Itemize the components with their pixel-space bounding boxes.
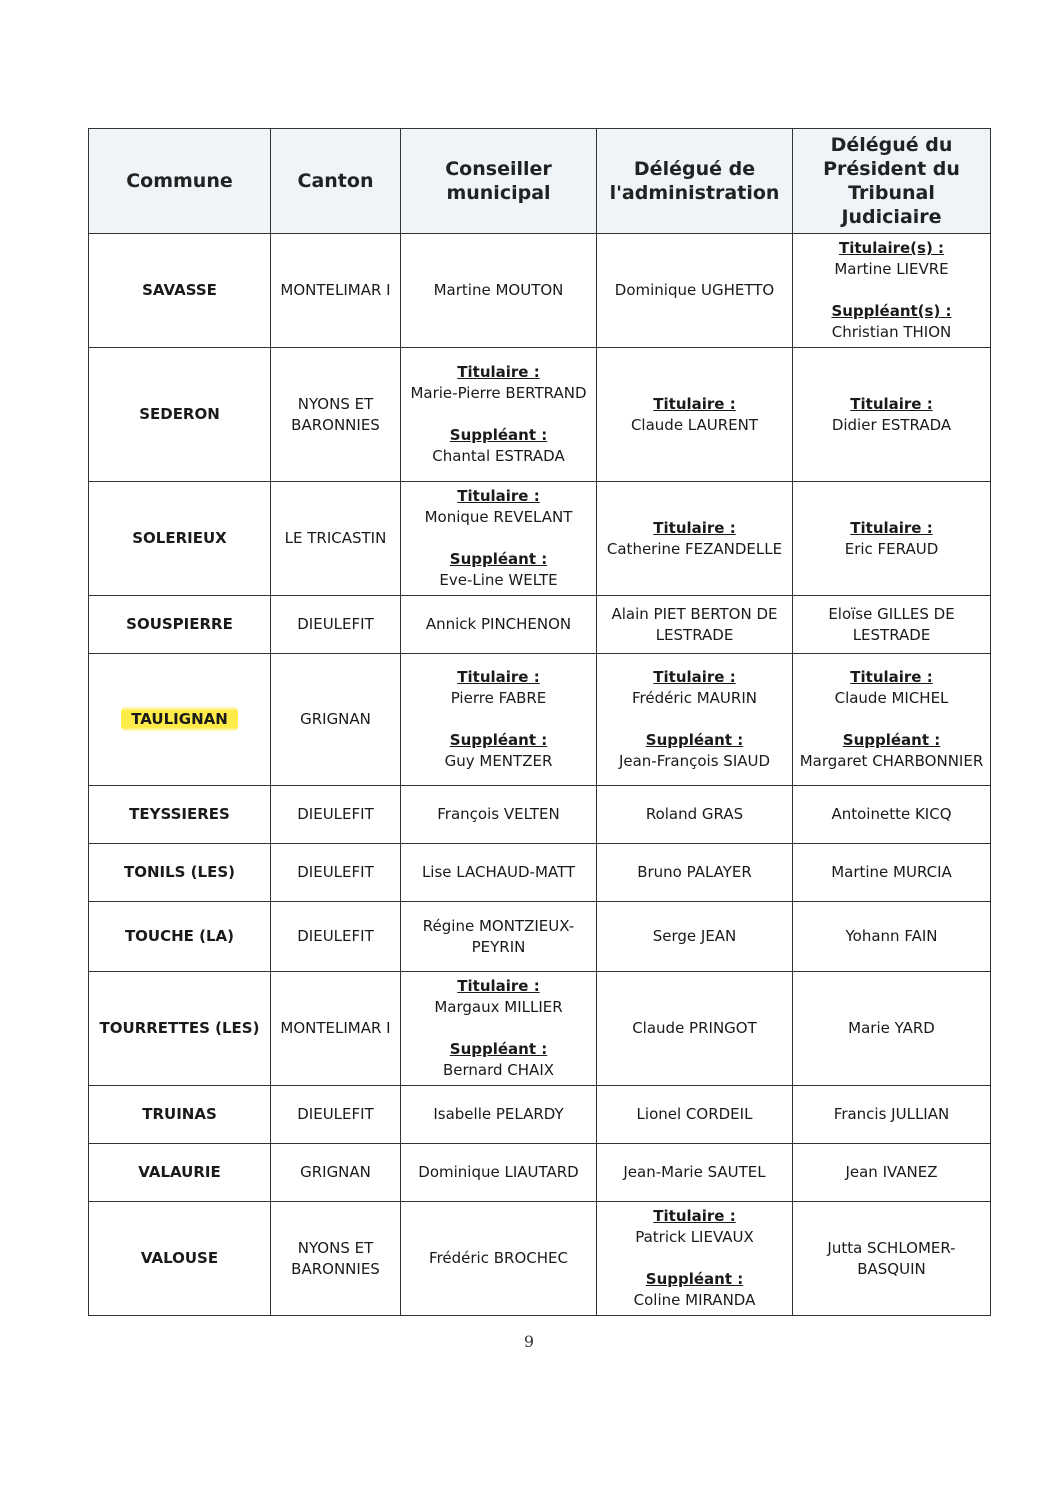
spacer: [407, 709, 590, 730]
titulaire-label: Titulaire :: [850, 668, 933, 686]
tribunal-cell: [793, 482, 991, 596]
suppleant-name: Chantal ESTRADA: [432, 447, 565, 465]
tribunal-cell: [793, 786, 991, 844]
tribunal-cell: [793, 654, 991, 786]
conseiller-name: François VELTEN: [437, 805, 560, 823]
canton-name: NYONS ET BARONNIES: [291, 394, 380, 434]
spacer: [799, 709, 984, 730]
conseiller-cell: [401, 654, 597, 786]
conseiller-cell: [401, 902, 597, 972]
suppleant-label: Suppléant :: [842, 731, 941, 749]
suppleant-label: Suppléant :: [645, 1270, 744, 1288]
titulaire-label: Titulaire :: [457, 363, 540, 381]
commune-cell: [89, 972, 271, 1086]
titulaire-name: Didier ESTRADA: [831, 415, 952, 434]
tribunal-cell: [793, 844, 991, 902]
tribunal-name: Antoinette KICQ: [831, 805, 952, 823]
titulaire-label: Titulaire :: [850, 518, 933, 537]
canton-cell: [271, 654, 401, 786]
titulaire-name: Frédéric MAURIN: [632, 689, 757, 707]
titulaire-name: Marie-Pierre BERTRAND: [410, 384, 587, 402]
conseiller-cell: [401, 482, 597, 596]
canton-name: GRIGNAN: [300, 710, 371, 728]
suppleant-name: Eve-Line WELTE: [439, 571, 558, 589]
commune-cell: [89, 654, 271, 786]
suppleant-label: Suppléant :: [449, 550, 548, 568]
conseiller-name: Dominique LIAUTARD: [418, 1163, 579, 1181]
conseiller-cell: [401, 234, 597, 348]
admin-cell: [597, 654, 793, 786]
commune-name: SOLERIEUX: [132, 529, 227, 547]
conseiller-cell: [401, 972, 597, 1086]
tribunal-cell: [793, 596, 991, 654]
admin-cell: [597, 348, 793, 482]
table-body: [89, 234, 991, 1316]
admin-cell: [597, 902, 793, 972]
tribunal-name: Martine MURCIA: [831, 863, 952, 881]
canton-cell: [271, 234, 401, 348]
titulaire-name: Monique REVELANT: [424, 508, 573, 526]
spacer: [799, 280, 984, 301]
canton-name: DIEULEFIT: [297, 927, 374, 945]
admin-name: Bruno PALAYER: [637, 863, 752, 881]
admin-cell: [597, 234, 793, 348]
table-row: [89, 1202, 991, 1316]
spacer: [407, 1018, 590, 1039]
titulaire-label: Titulaire(s) :: [838, 239, 945, 257]
canton-cell: [271, 596, 401, 654]
titulaire-name: Patrick LIEVAUX: [635, 1228, 754, 1246]
table-row: [89, 972, 991, 1086]
table-header-row: [89, 129, 991, 234]
commune-name: TEYSSIERES: [129, 805, 230, 823]
titulaire-label: Titulaire :: [850, 394, 933, 413]
titulaire-name: Eric FERAUD: [844, 539, 939, 558]
titulaire-label: Titulaire :: [653, 518, 736, 537]
tribunal-cell: [793, 902, 991, 972]
admin-name: Roland GRAS: [645, 805, 744, 823]
conseiller-cell: [401, 348, 597, 482]
commune-cell: [89, 596, 271, 654]
commune-cell: [89, 1144, 271, 1202]
tribunal-cell: [793, 972, 991, 1086]
commune-name: VALOUSE: [140, 1249, 219, 1267]
admin-name: Lionel CORDEIL: [636, 1105, 753, 1123]
commune-name: TOURRETTES (LES): [99, 1019, 260, 1037]
conseiller-name: Martine MOUTON: [433, 281, 564, 299]
commune-name: SOUSPIERRE: [126, 615, 233, 633]
canton-cell: [271, 1144, 401, 1202]
conseiller-name: Annick PINCHENON: [425, 615, 572, 633]
titulaire-label: Titulaire :: [457, 668, 540, 686]
tribunal-name: Yohann FAIN: [845, 927, 938, 945]
titulaire-name: Claude MICHEL: [834, 689, 949, 707]
commune-cell: [89, 902, 271, 972]
admin-cell: [597, 1144, 793, 1202]
tribunal-cell: [793, 1086, 991, 1144]
table-row: [89, 348, 991, 482]
titulaire-label: Titulaire :: [457, 487, 540, 505]
conseiller-name: Frédéric BROCHEC: [429, 1249, 568, 1267]
canton-name: DIEULEFIT: [297, 615, 374, 633]
tribunal-name: Marie YARD: [848, 1019, 935, 1037]
canton-cell: [271, 482, 401, 596]
titulaire-name: Pierre FABRE: [450, 689, 547, 707]
canton-name: DIEULEFIT: [297, 863, 374, 881]
tribunal-cell: [793, 1144, 991, 1202]
table-row: [89, 1144, 991, 1202]
admin-name: Dominique UGHETTO: [614, 281, 775, 299]
admin-name: Serge JEAN: [652, 927, 737, 945]
header-conseiller: Conseiller municipal: [401, 129, 597, 234]
commune-name: SAVASSE: [142, 281, 217, 299]
table-row: [89, 596, 991, 654]
table-row: [89, 482, 991, 596]
suppleant-label: Suppléant :: [449, 731, 548, 749]
commune-name: VALAURIE: [138, 1163, 221, 1181]
titulaire-name: Claude LAURENT: [630, 415, 759, 434]
commune-cell: [89, 348, 271, 482]
tribunal-cell: [793, 1202, 991, 1316]
titulaire-label: Titulaire :: [653, 668, 736, 686]
admin-name: Alain PIET BERTON DE LESTRADE: [611, 604, 778, 644]
table-row: [89, 234, 991, 348]
canton-cell: [271, 972, 401, 1086]
admin-name: Claude PRINGOT: [632, 1019, 757, 1037]
canton-cell: [271, 902, 401, 972]
tribunal-cell: [793, 234, 991, 348]
table-row: [89, 1086, 991, 1144]
suppleant-name: Margaret CHARBONNIER: [799, 752, 984, 770]
table-row: [89, 902, 991, 972]
conseiller-name: Isabelle PELARDY: [433, 1105, 564, 1123]
admin-cell: [597, 786, 793, 844]
commune-cell: [89, 844, 271, 902]
admin-cell: [597, 1086, 793, 1144]
tribunal-name: Eloïse GILLES DE LESTRADE: [828, 604, 955, 644]
titulaire-name: Martine LIEVRE: [834, 260, 949, 278]
suppleant-label: Suppléant :: [645, 731, 744, 749]
tribunal-name: Francis JULLIAN: [833, 1105, 950, 1123]
commune-name: TAULIGNAN: [121, 706, 238, 732]
header-canton: Canton: [271, 129, 401, 234]
canton-cell: [271, 844, 401, 902]
table-row: [89, 786, 991, 844]
commune-name: TOUCHE (LA): [124, 927, 235, 945]
commune-cell: [89, 1202, 271, 1316]
conseiller-cell: [401, 844, 597, 902]
conseiller-name: Lise LACHAUD-MATT: [421, 863, 576, 881]
titulaire-label: Titulaire :: [653, 1207, 736, 1225]
canton-name: DIEULEFIT: [297, 1105, 374, 1123]
suppleant-name: Jean-François SIAUD: [618, 752, 771, 770]
canton-name: DIEULEFIT: [297, 805, 374, 823]
table-row: [89, 844, 991, 902]
header-delegue-admin: Délégué de l'administration: [597, 129, 793, 234]
canton-name: MONTELIMAR I: [280, 281, 391, 299]
canton-name: NYONS ET BARONNIES: [291, 1238, 380, 1278]
canton-name: LE TRICASTIN: [284, 529, 387, 547]
tribunal-cell: [793, 348, 991, 482]
suppleant-name: Christian THION: [831, 323, 952, 341]
header-commune: Commune: [89, 129, 271, 234]
conseiller-cell: [401, 1086, 597, 1144]
table-row: [89, 654, 991, 786]
canton-cell: [271, 1202, 401, 1316]
conseiller-name: Régine MONTZIEUX-PEYRIN: [422, 916, 575, 956]
header-delegue-tribunal: Délégué du Président du Tribunal Judiciaire: [793, 129, 991, 234]
delegates-table: [88, 128, 991, 1316]
suppleant-label: Suppléant :: [449, 1040, 548, 1058]
page-number: 9: [523, 1332, 535, 1351]
suppleant-name: Bernard CHAIX: [442, 1061, 555, 1079]
titulaire-label: Titulaire :: [653, 394, 736, 413]
admin-cell: [597, 972, 793, 1086]
conseiller-cell: [401, 596, 597, 654]
admin-name: Jean-Marie SAUTEL: [623, 1163, 766, 1181]
spacer: [603, 1248, 786, 1269]
spacer: [603, 709, 786, 730]
admin-cell: [597, 1202, 793, 1316]
commune-cell: [89, 234, 271, 348]
commune-name: TONILS (LES): [123, 863, 236, 881]
titulaire-label: Titulaire :: [457, 977, 540, 995]
canton-cell: [271, 348, 401, 482]
commune-name: SEDERON: [139, 405, 220, 423]
tribunal-name: Jean IVANEZ: [845, 1163, 938, 1181]
commune-cell: [89, 786, 271, 844]
commune-cell: [89, 482, 271, 596]
titulaire-name: Catherine FEZANDELLE: [606, 539, 783, 558]
admin-cell: [597, 482, 793, 596]
suppleant-name: Coline MIRANDA: [633, 1291, 756, 1309]
conseiller-cell: [401, 1144, 597, 1202]
titulaire-name: Margaux MILLIER: [434, 998, 563, 1016]
tribunal-name: Jutta SCHLOMER-BASQUIN: [827, 1238, 956, 1278]
suppleant-label: Suppléant(s) :: [831, 302, 952, 320]
suppleant-label: Suppléant :: [449, 426, 548, 444]
suppleant-name: Guy MENTZER: [444, 752, 553, 770]
admin-cell: [597, 844, 793, 902]
commune-cell: [89, 1086, 271, 1144]
canton-cell: [271, 1086, 401, 1144]
canton-name: MONTELIMAR I: [280, 1019, 391, 1037]
conseiller-cell: [401, 786, 597, 844]
canton-name: GRIGNAN: [300, 1163, 371, 1181]
conseiller-cell: [401, 1202, 597, 1316]
admin-cell: [597, 596, 793, 654]
spacer: [407, 528, 590, 549]
canton-cell: [271, 786, 401, 844]
commune-name: TRUINAS: [142, 1105, 217, 1123]
spacer: [407, 404, 590, 425]
